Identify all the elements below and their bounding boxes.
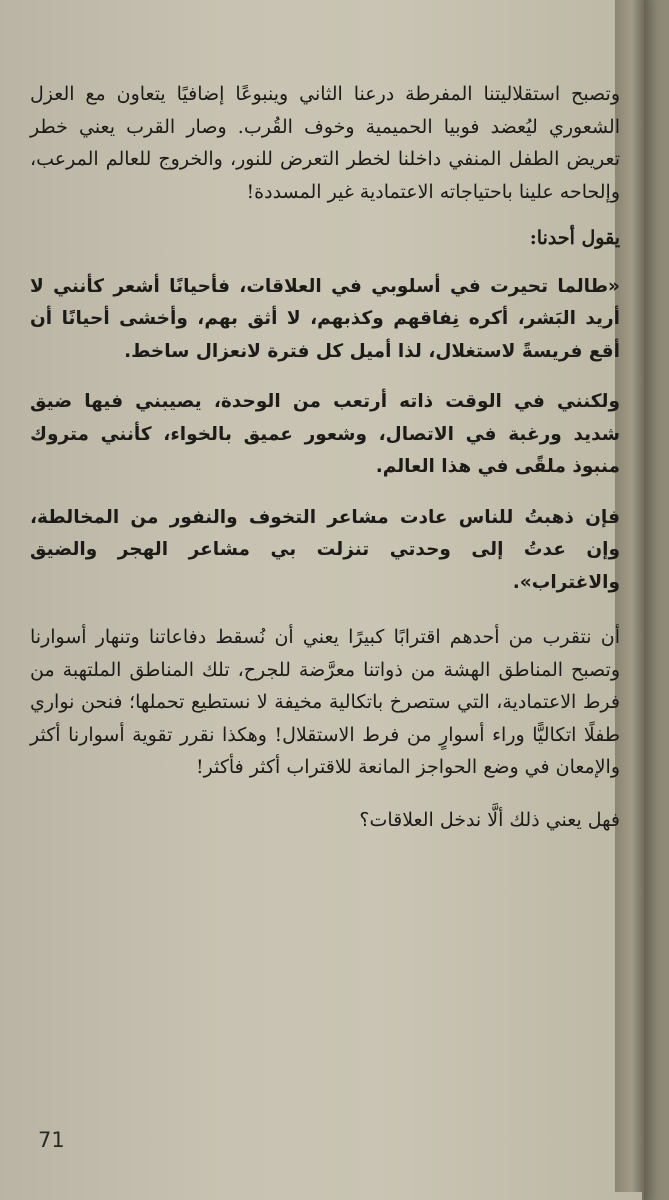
closing-question: فهل يعني ذلك ألَّا ندخل العلاقات؟	[359, 808, 620, 831]
page-number: 71	[38, 1128, 65, 1152]
paragraph-1: وتصبح استقلاليتنا المفرطة درعنا الثاني وينبوعًا إضافيًا يتعاون مع العزل الشعوري ليُعضد فوبيا الحميمية وخوف القُرب. وصار القرب يعني خطر تعريض الطفل المنفي داخلنا لخطر التعرض للنور، والخروج للعالم المرعب، وإلحاحه علينا باحتياجاته الاعتمادية غير المسددة!	[30, 83, 620, 203]
paragraph-2: أن نتقرب من أحدهم اقترابًا كبيرًا يعني أن نُسقط دفاعاتنا وتنهار أسوارنا وتصبح المناطق الهشة من ذواتنا معرَّضة للجرح، تلك المناطق الملتهبة من فرط الاعتمادية، التي ستصرخ باتكالية مخيفة لا نستطيع تحملها؛ فنحن نواري طفلًا اتكاليًّا وراء أسوارٍ من فرط الاستقلال! وهكذا نقرر تقوية أسوارنا أكثر والإمعان في وضع الحواجز المانعة للاقتراب أكثر فأكثر!	[30, 626, 620, 778]
quote-paragraph-1: «طالما تحيرت في أسلوبي في العلاقات، فأحيانًا أشعر كأنني لا أريد البَشر، أكره نِفاقهم وكذبهم، لا أثق بهم، وأخشى أحيانًا أن أقع فريسةً لاستغلال، لذا أميل كل فترة لانعزال ساخط.	[30, 275, 620, 362]
page-body	[30, 78, 620, 836]
quote-paragraph-2: ولكنني في الوقت ذاته أرتعب من الوحدة، يصيبني فيها ضيق شديد ورغبة في الاتصال، وشعور عميق بالخواء، كأنني متروك منبوذ ملقًى في هذا العالم.	[30, 391, 620, 477]
quote-intro-label: يقول أحدنا:	[529, 227, 620, 249]
quote-paragraph-3: فإن ذهبتُ للناس عادت مشاعر التخوف والنفور من المخالطة، وإن عدتُ إلى وحدتي تنزلت بي مشاعر الهجر والضيق والاغتراب».	[30, 506, 620, 593]
